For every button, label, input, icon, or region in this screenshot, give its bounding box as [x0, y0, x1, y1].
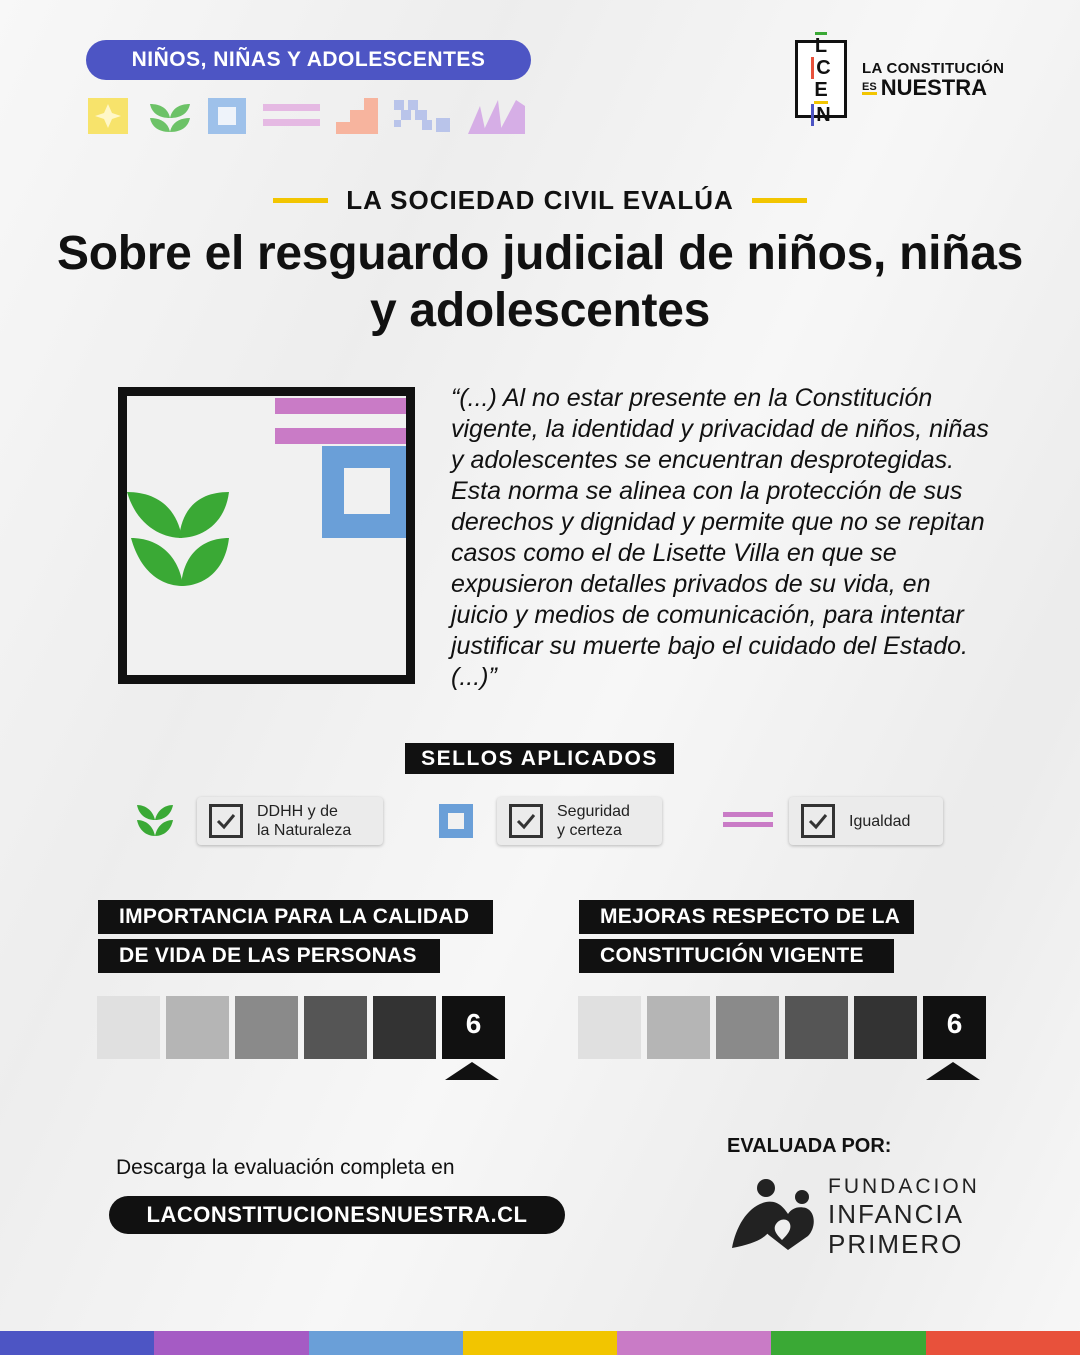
logo-wordmark — [862, 60, 1004, 99]
rating-1-label-line-2: DE VIDA DE LAS PERSONAS — [98, 939, 440, 973]
illustration-frame — [118, 387, 415, 684]
logo-es: ES — [862, 80, 877, 93]
checkbox — [209, 804, 243, 838]
scale-cell-2 — [166, 996, 229, 1059]
seal-card-ddhh — [197, 797, 383, 845]
seal-label-line-2: la Naturaleza — [257, 822, 352, 839]
check-icon — [807, 810, 829, 832]
logo-letter-c: C — [811, 57, 830, 79]
stripe-blue — [0, 1331, 154, 1355]
kicker-row — [0, 185, 1080, 216]
seal-label-line-1: Seguridad — [557, 803, 630, 820]
stripe-red — [926, 1331, 1080, 1355]
lcen-logo — [795, 35, 847, 126]
website-link[interactable]: LACONSTITUCIONESNUESTRA.CL — [109, 1196, 565, 1234]
scale-cell-2 — [647, 996, 710, 1059]
seal-card-seguridad — [497, 797, 662, 845]
square-icon — [439, 804, 473, 838]
kicker-line-left — [273, 198, 328, 203]
stripe-green — [771, 1331, 925, 1355]
star-icon — [88, 98, 128, 134]
logo-line-2-wrap — [862, 77, 1004, 99]
steps-icon — [336, 98, 378, 134]
kicker: LA SOCIEDAD CIVIL EVALÚA — [346, 185, 734, 215]
scale-cell-selected: 6 — [923, 996, 986, 1059]
seal-label — [557, 802, 630, 840]
seal-label — [849, 812, 910, 831]
org-line-3: PRIMERO — [828, 1229, 964, 1259]
logo-line-2: NUESTRA — [880, 75, 988, 100]
equals-icon — [263, 104, 320, 126]
seal-icon-row — [88, 96, 528, 138]
checkbox — [801, 804, 835, 838]
rating-2-label-line-1: MEJORAS RESPECTO DE LA — [579, 900, 914, 934]
stripe-pink — [617, 1331, 771, 1355]
check-icon — [515, 810, 537, 832]
scale-cell-1 — [578, 996, 641, 1059]
scale-cell-3 — [235, 996, 298, 1059]
kicker-line-right — [752, 198, 807, 203]
evaluated-by-label: EVALUADA POR: — [727, 1135, 892, 1157]
quote-text: “(...) Al no estar presente en la Constitución vigente, la identidad y privacidad de niños, niñas y adolescentes se encuentran desprotegidas. Esta norma se alinea con la protección de sus derechos y dignidad y permite que no se repitan casos como el de Lisette Villa en que se expusieron detalles privados de su vida, en juicio y medios de comunicación, para intentar justificar su muerte bajo el cuidado del Estado. (...)” — [451, 384, 989, 691]
sprout-icon — [150, 104, 190, 132]
stripe-light-blue — [309, 1331, 463, 1355]
logo-line-1: LA CONSTITUCIÓN — [862, 60, 1005, 77]
stripe-purple — [154, 1331, 308, 1355]
scale-cell-selected: 6 — [442, 996, 505, 1059]
category-pill — [86, 40, 531, 80]
fundacion-logo-icon — [726, 1178, 818, 1252]
equals-icon — [723, 810, 773, 830]
rating-1-pointer — [445, 1062, 499, 1080]
mountains-icon — [468, 100, 525, 134]
scale-cell-5 — [373, 996, 436, 1059]
org-line-2: INFANCIA — [828, 1199, 964, 1229]
fundacion-wordmark — [828, 1175, 980, 1259]
square-icon — [208, 98, 246, 134]
seals-heading: SELLOS APLICADOS — [405, 743, 674, 774]
category-label: NIÑOS, NIÑAS Y ADOLESCENTES — [131, 48, 486, 71]
illustration — [127, 396, 406, 675]
scale-cell-1 — [97, 996, 160, 1059]
org-line-1: FUNDACION — [828, 1175, 980, 1198]
page-title: Sobre el resguardo judicial de niños, niñas y adolescentes — [57, 227, 1023, 337]
rating-2-pointer — [926, 1062, 980, 1080]
download-text: Descarga la evaluación completa en — [116, 1156, 455, 1179]
seal-label-line-2: y certeza — [557, 822, 622, 839]
logo-letter-n: N — [811, 104, 830, 126]
scale-cell-4 — [785, 996, 848, 1059]
seal-label — [257, 802, 351, 840]
logo-letter-l: L — [815, 32, 827, 57]
rating-2-scale — [578, 996, 986, 1059]
rating-1-scale — [97, 996, 505, 1059]
logo-letter-e: E — [814, 79, 827, 104]
checkbox — [509, 804, 543, 838]
color-stripe — [0, 1331, 1080, 1355]
rating-2-label-line-2: CONSTITUCIÓN VIGENTE — [579, 939, 894, 973]
stripe-yellow — [463, 1331, 617, 1355]
scale-cell-3 — [716, 996, 779, 1059]
seal-card-igualdad — [789, 797, 943, 845]
scale-cell-4 — [304, 996, 367, 1059]
check-icon — [215, 810, 237, 832]
pixels-icon — [394, 100, 450, 132]
sprout-icon — [137, 803, 173, 839]
scale-cell-5 — [854, 996, 917, 1059]
rating-1-label-line-1: IMPORTANCIA PARA LA CALIDAD — [98, 900, 493, 934]
sprout-icon — [127, 492, 229, 586]
seal-label-line-1: DDHH y de — [257, 803, 338, 820]
seal-label-line-1: Igualdad — [849, 812, 911, 830]
